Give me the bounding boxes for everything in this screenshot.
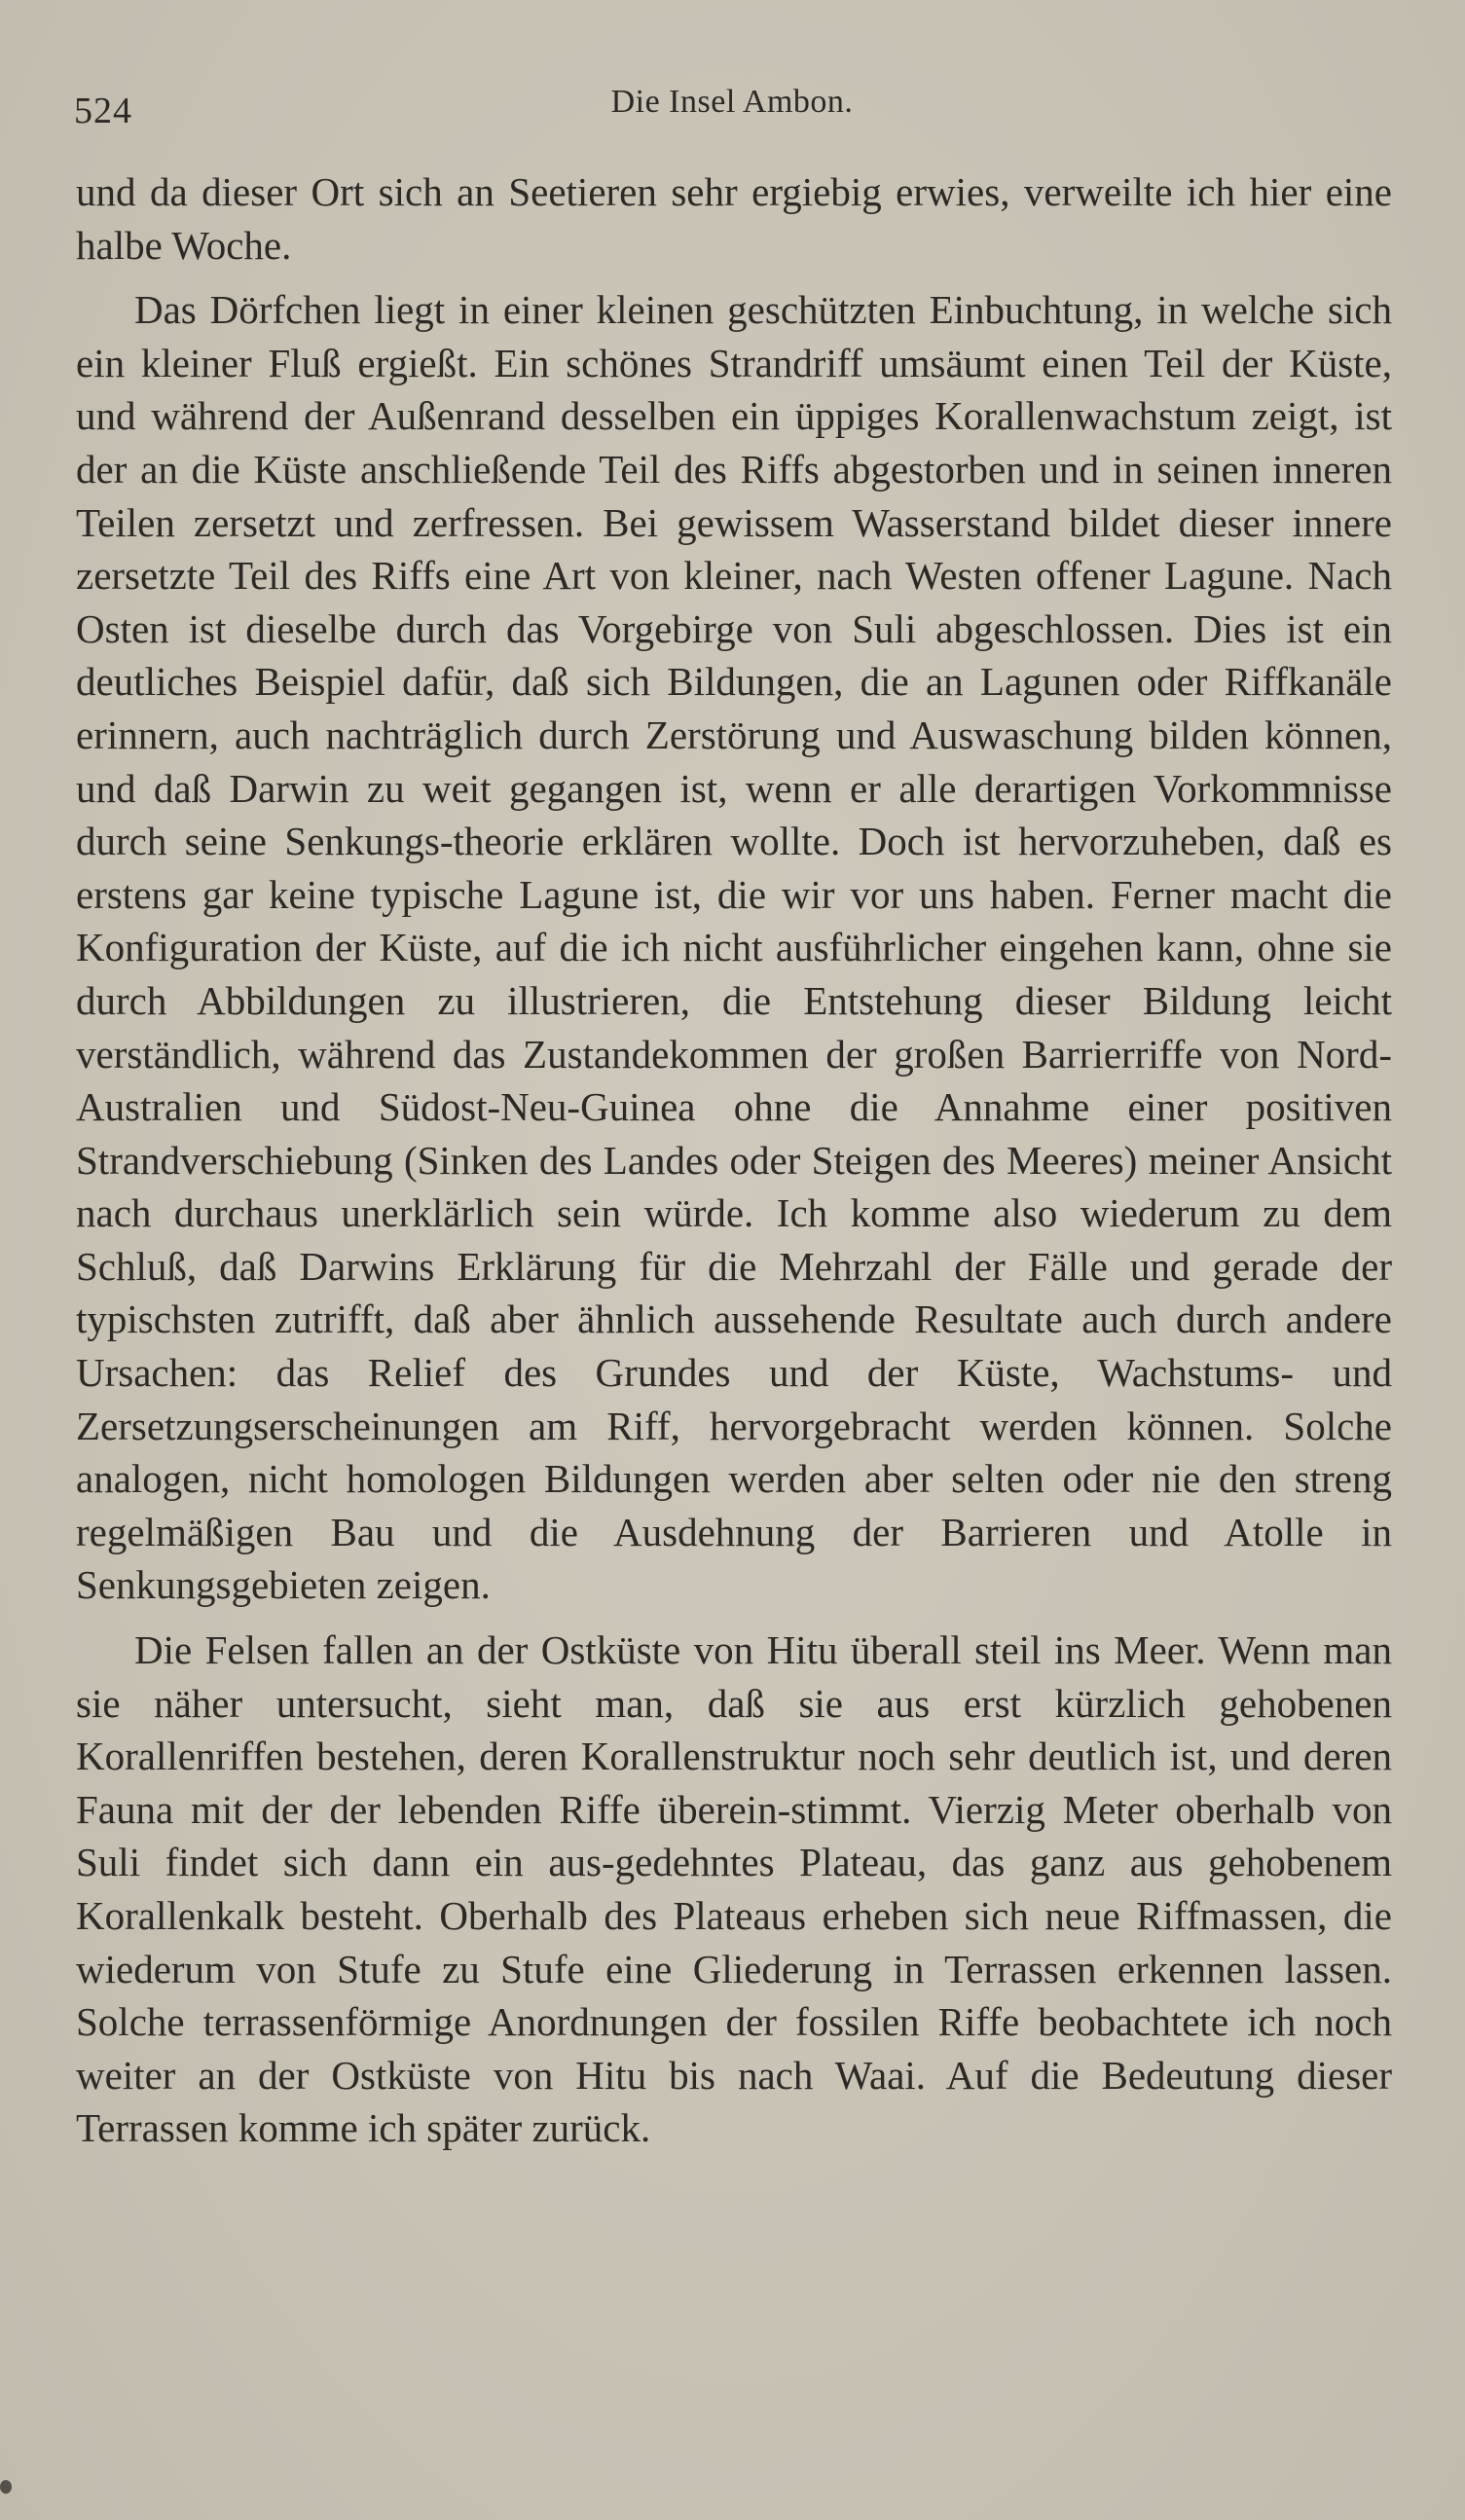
ink-speck <box>0 2480 12 2494</box>
paragraph: Die Felsen fallen an der Ostküste von Hitu überall steil ins Meer. Wenn man sie näher untersucht, sieht man, daß sie aus erst kürzlich gehobenen Korallenriffen bestehen, deren Korallenstruktur noch sehr deutlich ist, und deren Fauna mit der der lebenden Riffe überein-stimmt. Vierzig Meter oberhalb von Suli findet sich dann ein aus-gedehntes Plateau, das ganz aus gehobenem Korallenkalk besteht. Oberhalb des Plateaus erheben sich neue Riffmassen, die wiederum von Stufe zu Stufe eine Gliederung in Terrassen erkennen lassen. Solche terrassenförmige Anordnungen der fossilen Riffe beobachtete ich noch weiter an der Ostküste von Hitu bis nach Waai. Auf die Bedeutung dieser Terrassen komme ich später zurück. <box>76 1627 1392 2151</box>
running-head <box>74 84 1390 142</box>
paragraph: Das Dörfchen liegt in einer kleinen geschützten Einbuchtung, in welche sich ein kleiner Fluß ergießt. Ein schönes Strandriff umsäumt einen Teil der Küste, und während der Außenrand desselben ein üppiges Korallenwachstum zeigt, ist der an die Küste anschließende Teil des Riffs abgestorben und in seinen inneren Teilen zersetzt und zerfressen. Bei gewissem Wasserstand bildet dieser innere zersetzte Teil des Riffs eine Art von kleiner, nach Westen offener Lagune. Nach Osten ist dieselbe durch das Vorgebirge von Suli abgeschlossen. Dies ist ein deutliches Beispiel dafür, daß sich Bildungen, die an Lagunen oder Riffkanäle erinnern, auch nachträglich durch Zerstörung und Auswaschung bilden können, und daß Darwin zu weit gegangen ist, wenn er alle derartigen Vorkommnisse durch seine Senkungs-theorie erklären wollte. Doch ist hervorzuheben, daß es erstens gar keine typische Lagune ist, die wir vor uns haben. Ferner macht die Konfiguration der Küste, auf die ich nicht ausführlicher eingehen kann, ohne sie durch Abbildungen zu illustrieren, die Entstehung dieser Bildung leicht verständlich, während das Zustandekommen der großen Barrierriffe von Nord-Australien und Südost-Neu-Guinea ohne die Annahme einer positiven Strandverschiebung (Sinken des Landes oder Steigen des Meeres) meiner Ansicht nach durchaus unerklärlich sein würde. Ich komme also wiederum zu dem Schluß, daß Darwins Erklärung für die Mehrzahl der Fälle und gerade der typischsten zutrifft, daß aber ähnlich aussehende Resultate auch durch andere Ursachen: das Relief des Grundes und der Küste, Wachstums- und Zersetzungserscheinungen am Riff, hervorgebracht werden können. Solche analogen, nicht homologen Bildungen werden aber selten oder nie den streng regelmäßigen Bau und die Ausdehnung der Barrieren und Atolle in Senkungsgebieten zeigen. <box>76 287 1392 1608</box>
page-number: 524 <box>74 91 132 131</box>
running-title: Die Insel Ambon. <box>610 84 854 120</box>
paragraph-continued: und da dieser Ort sich an Seetieren sehr ergiebig erwies, verweilte ich hier eine halbe Woche. <box>76 169 1392 268</box>
body-text <box>76 165 1392 2155</box>
